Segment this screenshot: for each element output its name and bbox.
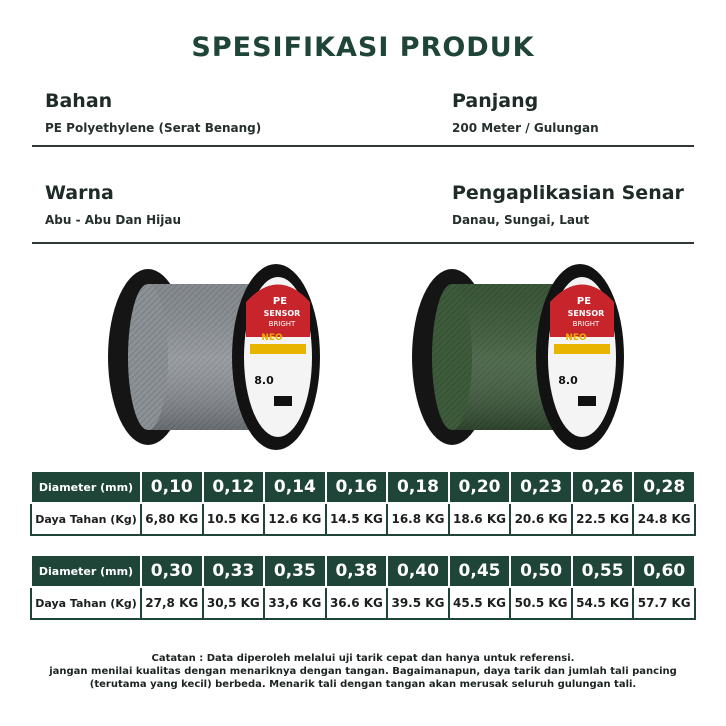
spool-green-image (408, 262, 628, 452)
diameter-cell: 0,14 (264, 471, 326, 503)
spec-bahan (45, 90, 261, 135)
spool-gray-sub: BRIGHT (268, 320, 296, 328)
spool-green-brand: SENSOR (567, 309, 605, 318)
diameter-cell: 0,55 (572, 555, 634, 587)
diameter-row (31, 471, 695, 503)
spool-green-size: 8.0 (558, 374, 578, 387)
spec-bahan-value: PE Polyethylene (Serat Benang) (45, 121, 262, 135)
strength-table-1 (30, 470, 696, 536)
spec-bahan-label: Bahan (45, 90, 113, 112)
divider-1 (32, 145, 694, 147)
diameter-cell: 0,18 (387, 471, 449, 503)
strength-row (31, 503, 695, 535)
strength-cell: 10.5 KG (203, 503, 265, 535)
strength-cell: 54.5 KG (572, 587, 634, 619)
diameter-header: Diameter (mm) (31, 555, 141, 587)
diameter-cell: 0,23 (510, 471, 572, 503)
diameter-header: Diameter (mm) (31, 471, 141, 503)
footnote-line-1: Catatan : Data diperoleh melalui uji tarik cepat dan hanya untuk referensi. (151, 653, 575, 664)
strength-cell: 30,5 KG (203, 587, 265, 619)
diameter-cell: 0,28 (633, 471, 695, 503)
strength-cell: 24.8 KG (633, 503, 695, 535)
strength-cell: 22.5 KG (572, 503, 634, 535)
diameter-cell: 0,20 (449, 471, 511, 503)
diameter-cell: 0,50 (510, 555, 572, 587)
diameter-cell: 0,35 (264, 555, 326, 587)
strength-cell: 57.7 KG (633, 587, 695, 619)
strength-cell: 20.6 KG (510, 503, 572, 535)
strength-table-2 (30, 554, 696, 620)
spec-aplikasi-label: Pengaplikasian Senar (452, 182, 684, 204)
diameter-cell: 0,38 (326, 555, 388, 587)
strength-row (31, 587, 695, 619)
footnote-line-3: (terutama yang kecil) berbeda. Menarik tali dengan tangan akan merusak seluruh gulungan tali. (89, 679, 637, 690)
strength-cell: 39.5 KG (387, 587, 449, 619)
diameter-cell: 0,10 (141, 471, 203, 503)
diameter-cell: 0,33 (203, 555, 265, 587)
diameter-cell: 0,12 (203, 471, 265, 503)
diameter-cell: 0,40 (387, 555, 449, 587)
spec-panjang-value: 200 Meter / Gulungan (452, 121, 599, 135)
strength-cell: 16.8 KG (387, 503, 449, 535)
spec-aplikasi-value: Danau, Sungai, Laut (452, 213, 590, 227)
divider-2 (32, 242, 694, 244)
footnote-line-2: jangan menilai kualitas dengan menariknya dengan tangan. Bagaimanapun, daya tarik dan jumlah tali pancing (49, 666, 677, 677)
strength-cell: 6,80 KG (141, 503, 203, 535)
diameter-cell: 0,60 (633, 555, 695, 587)
spool-gray-size: 8.0 (254, 374, 274, 387)
strength-header: Daya Tahan (Kg) (31, 503, 141, 535)
strength-cell: 33,6 KG (264, 587, 326, 619)
strength-cell: 18.6 KG (449, 503, 511, 535)
spec-warna-label: Warna (45, 182, 114, 204)
strength-cell: 14.5 KG (326, 503, 388, 535)
spool-gray-image (104, 262, 324, 452)
diameter-cell: 0,16 (326, 471, 388, 503)
spec-panjang-label: Panjang (452, 90, 539, 112)
diameter-cell: 0,45 (449, 555, 511, 587)
spec-warna-value: Abu - Abu Dan Hijau (45, 213, 182, 227)
spool-gray-brand: SENSOR (263, 309, 301, 318)
strength-header: Daya Tahan (Kg) (31, 587, 141, 619)
spool-gray-model: NEO (261, 333, 283, 343)
diameter-row (31, 555, 695, 587)
spool-gray-brand-top: PE (272, 296, 288, 307)
spool-green-brand-top: PE (576, 296, 592, 307)
strength-cell: 45.5 KG (449, 587, 511, 619)
footnote (0, 652, 726, 691)
strength-cell: 27,8 KG (141, 587, 203, 619)
spool-green-sub: BRIGHT (572, 320, 600, 328)
spec-panjang (452, 90, 599, 135)
strength-cell: 36.6 KG (326, 587, 388, 619)
diameter-cell: 0,30 (141, 555, 203, 587)
strength-cell: 50.5 KG (510, 587, 572, 619)
strength-cell: 12.6 KG (264, 503, 326, 535)
page-title: SPESIFIKASI PRODUK (191, 32, 535, 63)
spool-green-model: NEO (565, 333, 587, 343)
spec-warna (45, 182, 181, 227)
diameter-cell: 0,26 (572, 471, 634, 503)
spec-aplikasi (452, 182, 684, 227)
